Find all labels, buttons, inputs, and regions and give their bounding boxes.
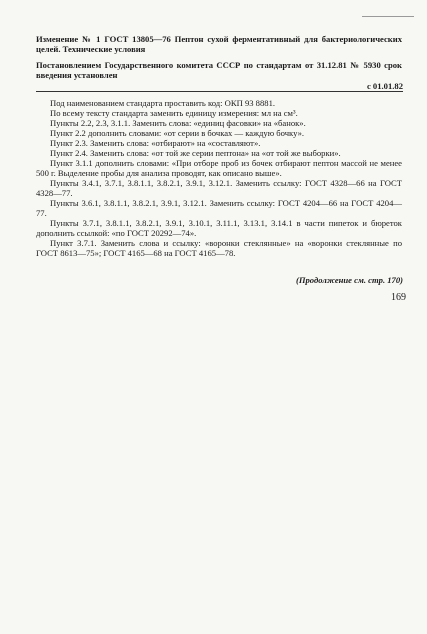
paragraph: По всему тексту стандарта заменить единицу измерения: мл на см³.: [50, 108, 298, 118]
paragraph: Пункт 2.2 дополнить словами: «от серии в бочках — каждую бочку».: [50, 128, 305, 138]
paragraph: Пункт 3.1.1 дополнить словами: «При отборе проб из бочек отбирают пептон массой не менее 500 г. Выделение пробы для анализа проводят, как описано выше».: [36, 158, 402, 178]
paragraph: Пункты 3.6.1, 3.8.1.1, 3.8.2.1, 3.9.1, 3.12.1. Заменить ссылку: ГОСТ 4204—66 на ГОСТ 4204—77.: [36, 198, 402, 218]
top-rule: [362, 16, 414, 17]
divider-rule: [36, 91, 403, 92]
paragraph: Пункт 2.3. Заменить слова: «отбирают» на «составляют».: [50, 138, 261, 148]
decree-text: Постановлением Государственного комитета СССР по стандартам от 31.12.81 № 5930 срок введения установлен: [36, 60, 402, 80]
page-number: 169: [391, 292, 406, 303]
amendment-heading: Изменение № 1 ГОСТ 13805—76 Пептон сухой ферментативный для бактериологических целей. Технические условия: [36, 34, 402, 54]
paragraph: Пункты 2.2, 2.3, 3.1.1. Заменить слова: «единиц фасовки» на «банок».: [50, 118, 306, 128]
effective-date: с 01.01.82: [366, 81, 403, 91]
continuation-note: (Продолжение см. стр. 170): [295, 275, 403, 285]
paragraph: Пункты 3.4.1, 3.7.1, 3.8.1.1, 3.8.2.1, 3.9.1, 3.12.1. Заменить ссылку: ГОСТ 4328—66 на ГОСТ 4328—77.: [36, 178, 402, 198]
amendment-body: [36, 98, 402, 258]
paragraph: Пункт 3.7.1. Заменить слова и ссылку: «воронки стеклянные» на «воронки стеклянные по ГОСТ 8613—75»; ГОСТ 4165—68 на ГОСТ 4165—78.: [36, 238, 402, 258]
paragraph: Под наименованием стандарта проставить код: ОКП 93 8881.: [50, 98, 276, 108]
paragraph: Пункт 2.4. Заменить слова: «от той же серии пептона» на «от той же выборки».: [50, 148, 341, 158]
paragraph: Пункты 3.7.1, 3.8.1.1, 3.8.2.1, 3.9.1, 3.10.1, 3.11.1, 3.13.1, 3.14.1 в части пипеток и бюреток дополнить ссылкой: «по ГОСТ 20292—74».: [36, 218, 402, 238]
